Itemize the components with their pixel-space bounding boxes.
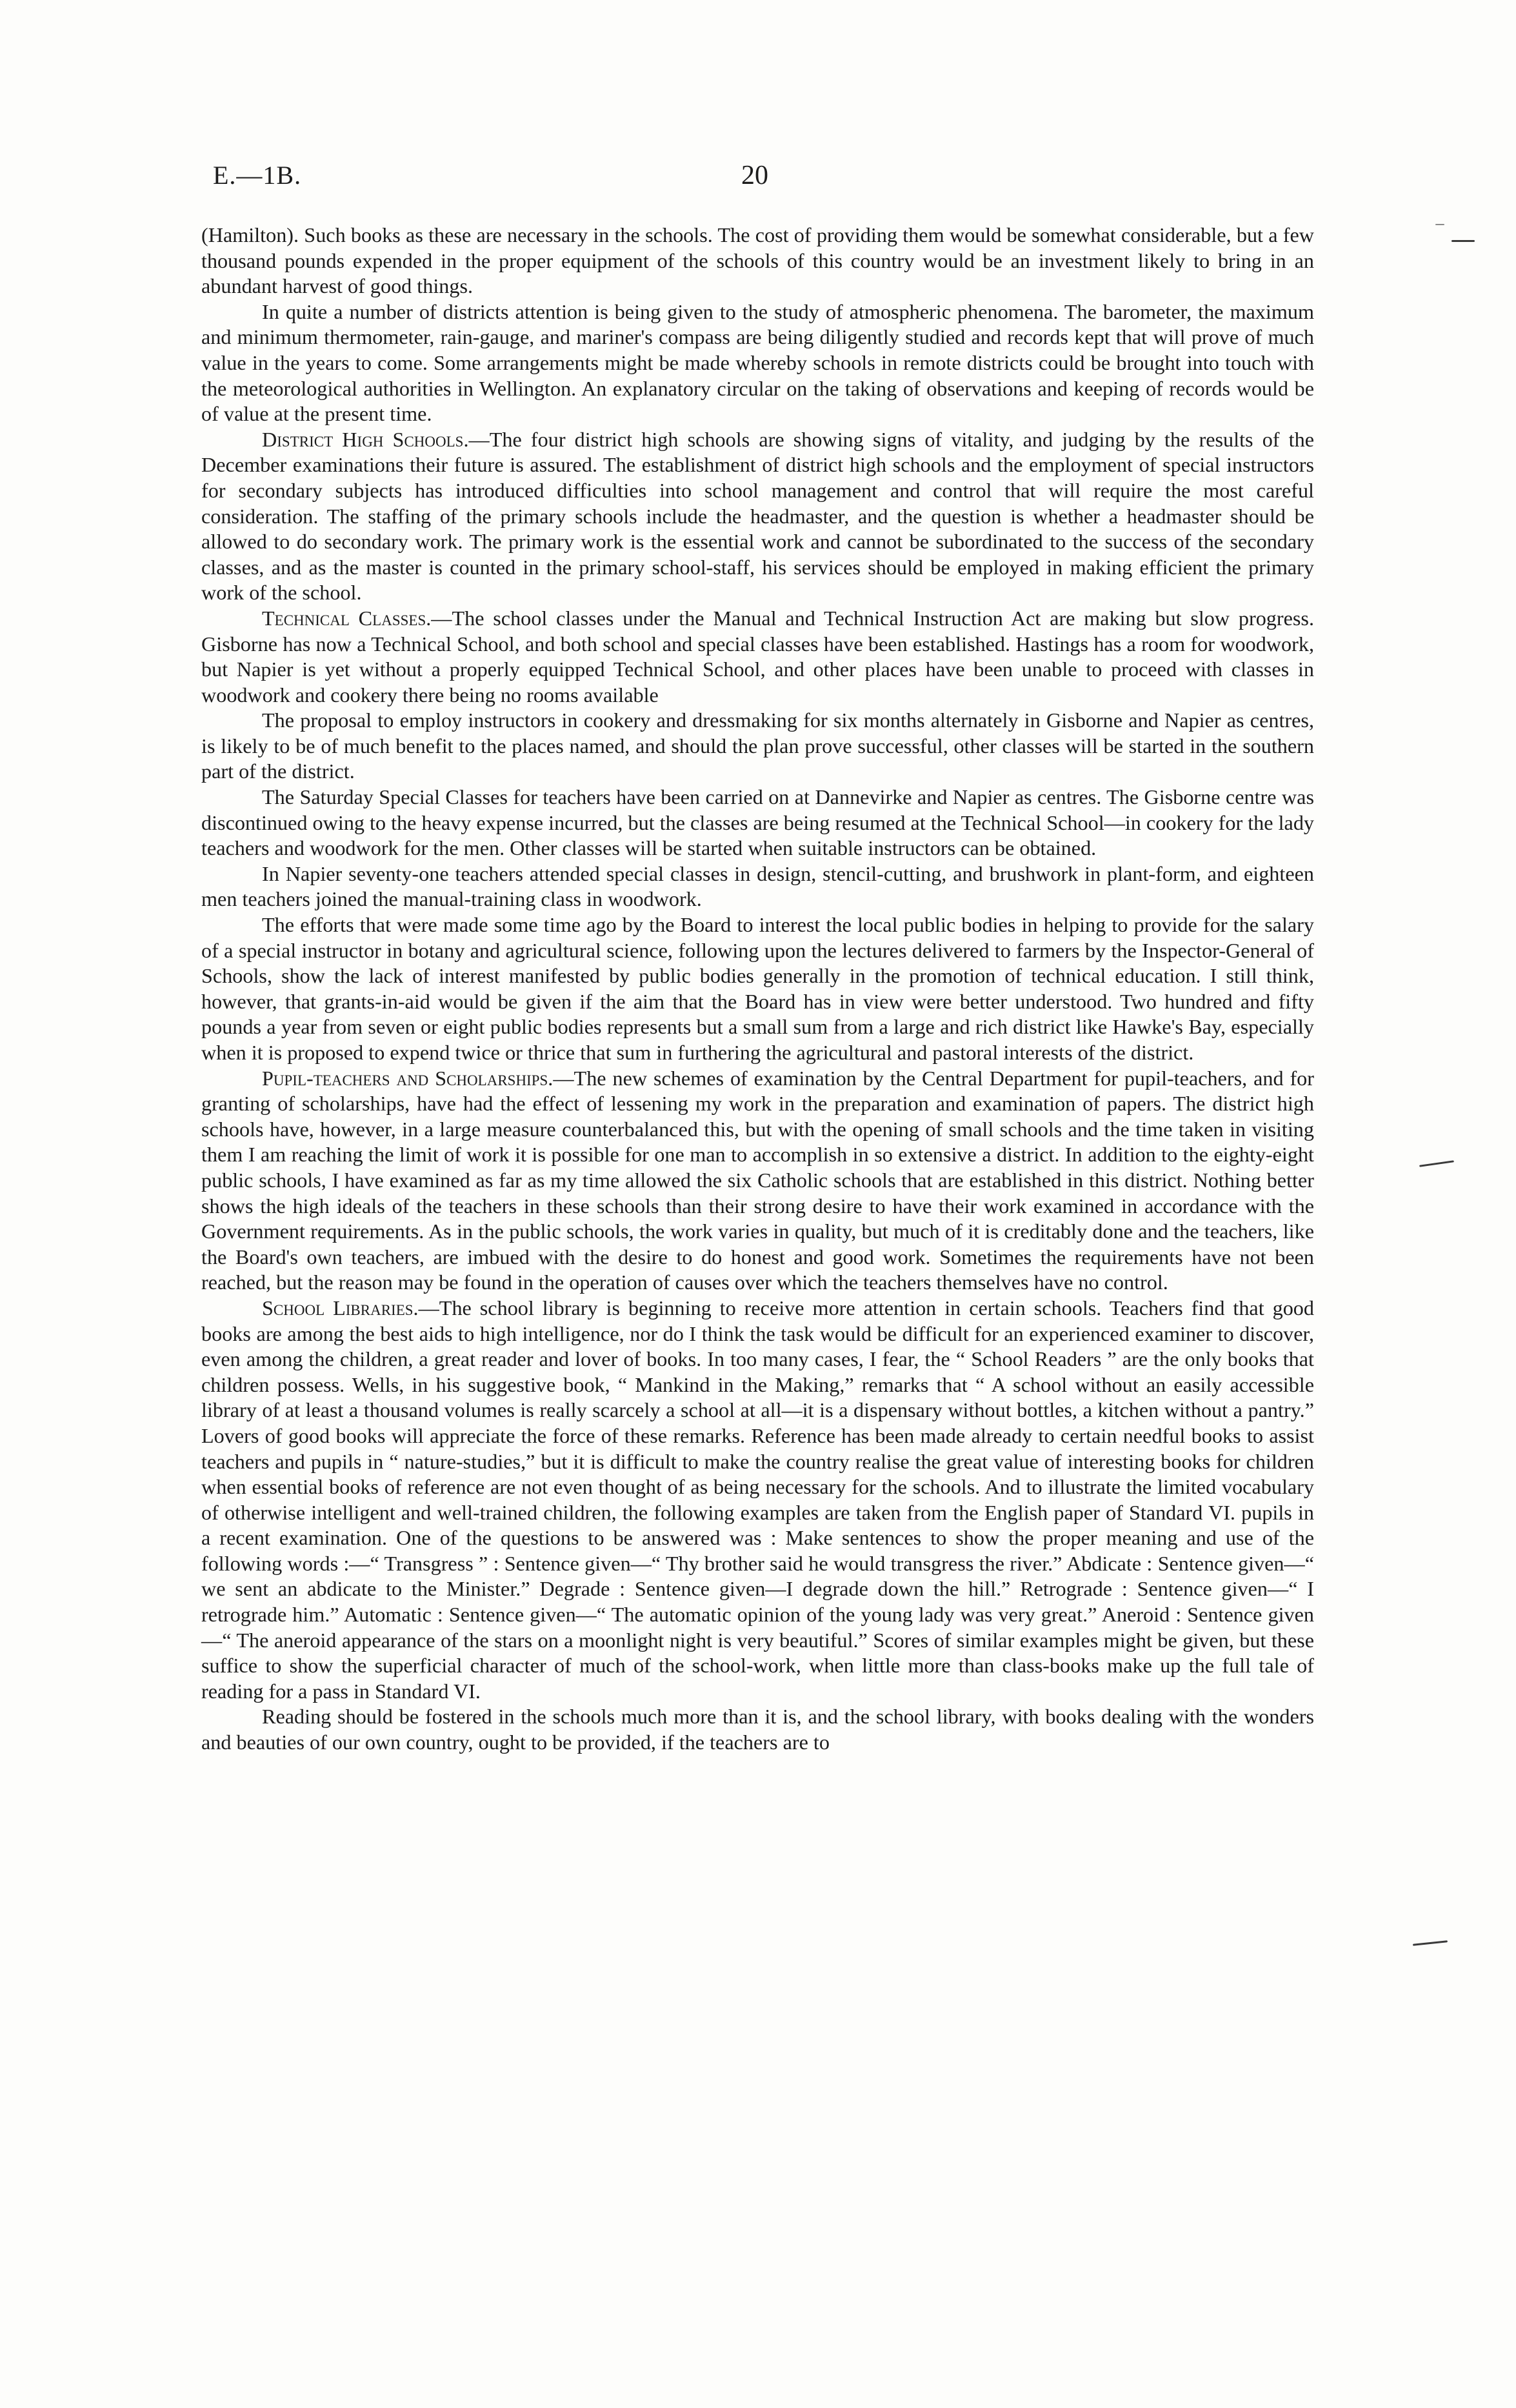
margin-mark (1451, 240, 1475, 242)
paragraph-technical-classes (201, 606, 1314, 708)
section-heading: District High Schools. (262, 427, 469, 451)
body-text (201, 223, 1314, 1756)
paragraph-reading-fostered (201, 1704, 1314, 1755)
paragraph-text: Reading should be fostered in the schools much more than it is, and the school library, with books dealing with the wonders and beauties of our own country, ought to be provided, if the teachers are to (201, 1705, 1314, 1754)
paragraph-text: —The school classes under the Manual and Technical Instruction Act are making but slow progress. Gisborne has now a Technical School, and both school and special classes have been established. Hastings has a room for woodwork, but Napier is yet without a properly equipped Technical School, and other places have been unable to proceed with classes in woodwork and cookery there being no rooms available (201, 606, 1315, 707)
paragraph-text: —The new schemes of examination by the Central Department for pupil-teachers, and for granting of scholarships, have had the effect of lessening my work in the preparation and examination of papers. The district high schools have, however, in a large measure counterbalanced this, but with the opening of small schools and the time taken in visiting them I am reaching the limit of work it is possible for one man to accomplish in so extensive a district. In addition to the eighty-eight public schools, I have examined as far as my time allowed the six Catholic schools that are established in this district. Nothing better shows the high ideals of the teachers in these schools than their strong desire to have their work examined in accordance with the Government requirements. As in the public schools, the work varies in quality, but much of it is creditably done and the teachers, like the Board's own teachers, are imbued with the desire to do honest and good work. Sometimes the requirements have not been reached, but the reason may be found in the operation of causes over which the teachers themselves have no control. (201, 1066, 1314, 1294)
page-header (213, 160, 1297, 205)
paragraph-school-libraries (201, 1296, 1314, 1705)
paragraph-text: In Napier seventy-one teachers attended special classes in design, stencil-cutting, and brushwork in plant-form, and eighteen men teachers joined the manual-training class in woodwork. (201, 861, 1314, 911)
paragraph-hamilton-books (201, 223, 1314, 299)
margin-mark (1419, 1160, 1454, 1167)
paragraph-text: The Saturday Special Classes for teachers have been carried on at Dannevirke and Napier as centres. The Gisborne centre was discontinued owing to the heavy expense incurred, but the classes are being resumed at the Technical School—in cookery for the lady teachers and woodwork for the men. Other classes will be started when suitable instructors can be obtained. (201, 785, 1314, 860)
report-reference: E.—1B. (213, 161, 302, 190)
section-heading: School Libraries. (262, 1296, 419, 1319)
paragraph-text: (Hamilton). Such books as these are necessary in the schools. The cost of providing them would be somewhat considerable, but a few thousand pounds expended in the proper equipment of the schools of this country would be an investment likely to bring in an abundant harvest of good things. (201, 223, 1314, 298)
paragraph-napier-teachers (201, 861, 1314, 912)
paragraph-text: The efforts that were made some time ago by the Board to interest the local public bodies in helping to provide for the salary of a special instructor in botany and agricultural science, following upon the lectures delivered to farmers by the Inspector-General of Schools, show the lack of interest manifested by public bodies generally in the promotion of technical education. I still think, however, that grants-in-aid would be given if the aim that the Board has in view were better understood. Two hundred and fifty pounds a year from seven or eight public bodies represents but a small sum from a large and rich district like Hawke's Bay, especially when it is proposed to expend twice or thrice that sum in furthering the agricultural and pastoral interests of the district. (201, 913, 1314, 1064)
paragraph-atmospheric-phenomena (201, 299, 1314, 427)
paragraph-saturday-classes (201, 785, 1314, 861)
paragraph-text: In quite a number of districts attention is being given to the study of atmospheric phenomena. The barometer, the maximum and minimum thermometer, rain-gauge, and mariner's compass are being diligently studied and records kept that will prove of much value in the years to come. Some arrangements might be made whereby schools in remote districts could be brought into touch with the meteorological authorities in Wellington. An explanatory circular on the taking of observations and keeping of records would be of value at the present time. (201, 299, 1314, 426)
paragraph-district-high-schools (201, 427, 1314, 606)
paragraph-pupil-teachers (201, 1066, 1314, 1296)
paragraph-text: —The four district high schools are showing signs of vitality, and judging by the results of the December examinations their future is assured. The establishment of district high schools and the employment of special instructors for secondary subjects has introduced difficulties into school management and control that will require the most careful consideration. The staffing of the primary schools include the headmaster, and the question is whether a headmaster should be allowed to do secondary work. The primary work is the essential work and cannot be subordinated to the success of the secondary classes, and as the master is counted in the primary school-staff, his services should be employed in making efficient the primary work of the school. (201, 427, 1314, 605)
margin-mark (1435, 224, 1444, 225)
paragraph-text: —The school library is beginning to receive more attention in certain schools. Teachers find that good books are among the best aids to high intelligence, nor do I think the task would be difficult for an experienced examiner to discover, even among the children, a great reader and lover of books. In too many cases, I fear, the “ School Readers ” are the only books that children possess. Wells, in his suggestive book, “ Mankind in the Making,” remarks that “ A school without an easily accessible library of at least a thousand volumes is really scarcely a school at all—it is a dispensary without bottles, a kitchen without a pantry.” Lovers of good books will appreciate the force of these remarks. Reference has been made already to certain needful books to assist teachers and pupils in “ nature-studies,” but it is difficult to make the country realise the great value of interesting books for children when essential books of reference are not even thought of as being necessary for the schools. And to illustrate the limited vocabulary of otherwise intelligent and well-trained children, the following examples are taken from the English paper of Standard VI. pupils in a recent examination. One of the questions to be answered was : Make sentences to show the proper meaning and use of the following words :—“ Transgress ” : Sentence given—“ Thy brother said he would transgress the river.” Abdicate : Sentence given—“ we sent an abdicate to the Minister.” Degrade : Sentence given—I degrade down the hill.” Retrograde : Sentence given—“ I retrograde him.” Automatic : Sentence given—“ The automatic opinion of the young lady was very great.” Aneroid : Sentence given—“ The aneroid appearance of the stars on a moonlight night is very beautiful.” Scores of similar examples might be given, but these suffice to show the superficial character of much of the school-work, when little more than class-books make up the full tale of reading for a pass in Standard VI. (201, 1296, 1314, 1703)
paragraph-cookery-dressmaking (201, 708, 1314, 785)
paragraph-text: The proposal to employ instructors in cookery and dressmaking for six months alternately in Gisborne and Napier as centres, is likely to be of much benefit to the places named, and should the plan prove successful, other classes will be started in the southern part of the district. (201, 708, 1314, 783)
page-number: 20 (741, 161, 768, 190)
margin-mark (1413, 1940, 1448, 1946)
paragraph-board-efforts (201, 912, 1314, 1066)
section-heading: Technical Classes. (262, 606, 432, 630)
section-heading: Pupil-teachers and Scholarships. (262, 1066, 554, 1090)
